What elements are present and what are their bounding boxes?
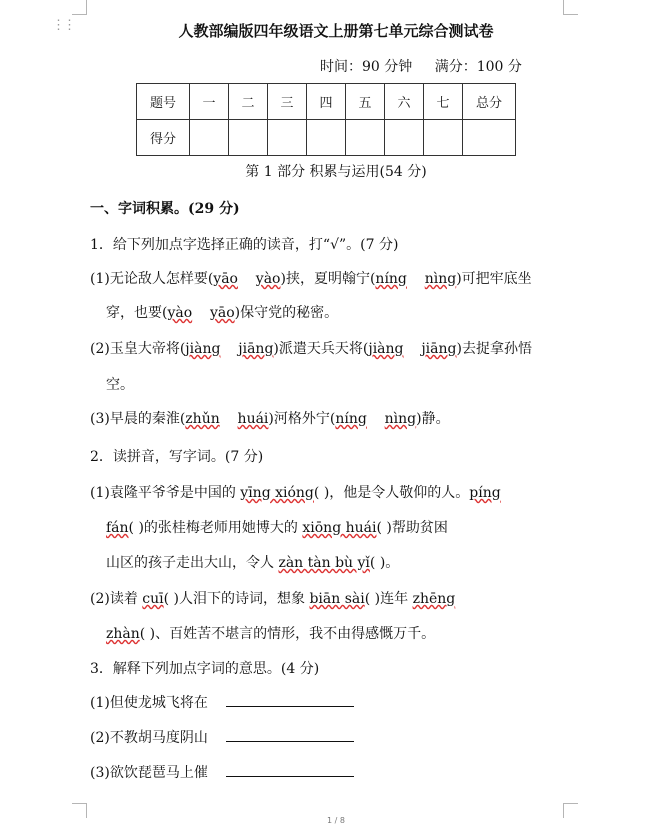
pinyin-option: nìng	[384, 411, 417, 427]
score-label: 得分	[137, 120, 190, 156]
score-input-cell	[463, 120, 516, 156]
question-item	[90, 268, 532, 288]
item-text: (3)欲饮琵琶马上催	[90, 765, 208, 781]
pinyin-prompt: fán	[106, 520, 129, 536]
item-text: ( )帮助贫困	[376, 520, 448, 536]
pinyin-option: jiāng	[421, 341, 457, 357]
crop-mark-top-right	[563, 0, 578, 15]
pinyin-prompt: zhēng	[412, 591, 456, 607]
pinyin-option: yāo	[213, 271, 238, 287]
item-text: (1)无论敌人怎样要(	[90, 271, 214, 287]
score-table-score-row	[137, 120, 516, 156]
item-text: ( )、百姓苦不堪言的情形，我不由得感慨万千。	[139, 626, 436, 642]
question-item-cont	[106, 552, 399, 572]
item-text: )保守党的秘密。	[234, 305, 339, 321]
pinyin-prompt: zhàn	[106, 626, 140, 642]
item-text: (2)玉皇大帝将(	[90, 341, 186, 357]
item-text: )派遣天兵天将(	[273, 341, 369, 357]
score-cell: 三	[268, 84, 307, 120]
doc-title: 人教部编版四年级语文上册第七单元综合测试卷	[178, 22, 494, 40]
pinyin-prompt: cuī	[142, 591, 164, 607]
item-text: )挟，夏明翰宁(	[280, 271, 376, 287]
score-input-cell	[424, 120, 463, 156]
question-prompt: 1．给下列加点字选择正确的读音，打“√”。(7 分)	[90, 237, 399, 253]
pinyin-option: jiàng	[185, 341, 221, 357]
question-item-cont	[106, 517, 448, 537]
score-cell: 五	[346, 84, 385, 120]
page-number: 1 / 8	[327, 816, 345, 825]
question-item	[90, 338, 532, 358]
item-text: ( )人泪下的诗词，想象	[163, 591, 306, 607]
pinyin-option: yāo	[209, 305, 235, 321]
answer-blank[interactable]	[226, 762, 354, 777]
item-text: (2)读着	[90, 591, 138, 607]
pinyin-option: jiāng	[238, 341, 274, 357]
question-item	[90, 692, 354, 712]
crop-mark-top-left	[72, 0, 87, 15]
score-input-cell	[268, 120, 307, 156]
score-input-cell	[346, 120, 385, 156]
item-text: ( )。	[369, 555, 400, 571]
item-text: (2)不教胡马度阴山	[90, 730, 208, 746]
question-prompt: 3．解释下列加点字词的意思。(4 分)	[90, 661, 320, 677]
item-text: )河格外宁(	[268, 411, 336, 427]
drag-handle-icon[interactable]: ⋮⋮	[52, 18, 74, 33]
score-input-cell	[229, 120, 268, 156]
score-table	[136, 83, 516, 156]
score-input-cell	[307, 120, 346, 156]
section-heading: 一、字词积累。(29 分)	[90, 201, 240, 217]
question-item	[90, 482, 501, 502]
pinyin-option: huái	[237, 411, 269, 427]
pinyin-prompt: píng	[469, 485, 501, 501]
question-item	[90, 727, 354, 747]
question-item	[90, 588, 455, 608]
item-text: ( )的张桂梅老师用她博大的	[128, 520, 298, 536]
pinyin-prompt: xiōng huái	[302, 520, 377, 536]
score-cell: 题号	[137, 84, 190, 120]
score-cell: 四	[307, 84, 346, 120]
pinyin-option: níng	[375, 271, 407, 287]
item-text: ( )，他是令人敬仰的人。	[313, 485, 470, 501]
exam-full-score: 满分：100 分	[434, 59, 522, 75]
item-text: (1)但使龙城飞将在	[90, 695, 208, 711]
question-item	[90, 408, 450, 428]
score-cell: 二	[229, 84, 268, 120]
question-item-cont	[106, 623, 435, 643]
score-table-header-row	[137, 84, 516, 120]
score-cell: 总分	[463, 84, 516, 120]
pinyin-option: níng	[335, 411, 367, 427]
pinyin-prompt: biān sài	[309, 591, 365, 607]
pinyin-option: yào	[255, 271, 281, 287]
pinyin-prompt: yīng xióng	[240, 485, 314, 501]
item-text: )静。	[416, 411, 450, 427]
score-cell: 六	[385, 84, 424, 120]
item-text: ( )连年	[364, 591, 409, 607]
pinyin-option: nìng	[424, 271, 457, 287]
item-text: )去捉拿孙悟	[456, 341, 532, 357]
question-item-cont: 空。	[106, 377, 134, 393]
exam-meta	[320, 56, 540, 76]
item-text: (1)袁隆平爷爷是中国的	[90, 485, 236, 501]
score-cell: 七	[424, 84, 463, 120]
score-cell: 一	[190, 84, 229, 120]
score-input-cell	[190, 120, 229, 156]
item-text: (3)早晨的秦淮(	[90, 411, 186, 427]
score-input-cell	[385, 120, 424, 156]
question-prompt: 2．读拼音，写字词。(7 分)	[90, 449, 264, 465]
pinyin-option: jiàng	[368, 341, 404, 357]
part-title: 第 1 部分 积累与运用(54 分)	[245, 164, 427, 180]
question-item	[90, 762, 354, 782]
pinyin-option: zhǔn	[185, 411, 220, 427]
answer-blank[interactable]	[226, 692, 354, 707]
question-item-cont	[106, 302, 338, 322]
exam-time: 时间：90 分钟	[320, 59, 413, 75]
item-text: 山区的孩子走出大山，令人	[106, 555, 274, 571]
item-text: 穿，也要(	[106, 305, 168, 321]
answer-blank[interactable]	[226, 727, 354, 742]
pinyin-option: yào	[167, 305, 193, 321]
item-text: )可把牢底坐	[456, 271, 532, 287]
pinyin-prompt: zàn tàn bù yǐ	[278, 555, 370, 571]
